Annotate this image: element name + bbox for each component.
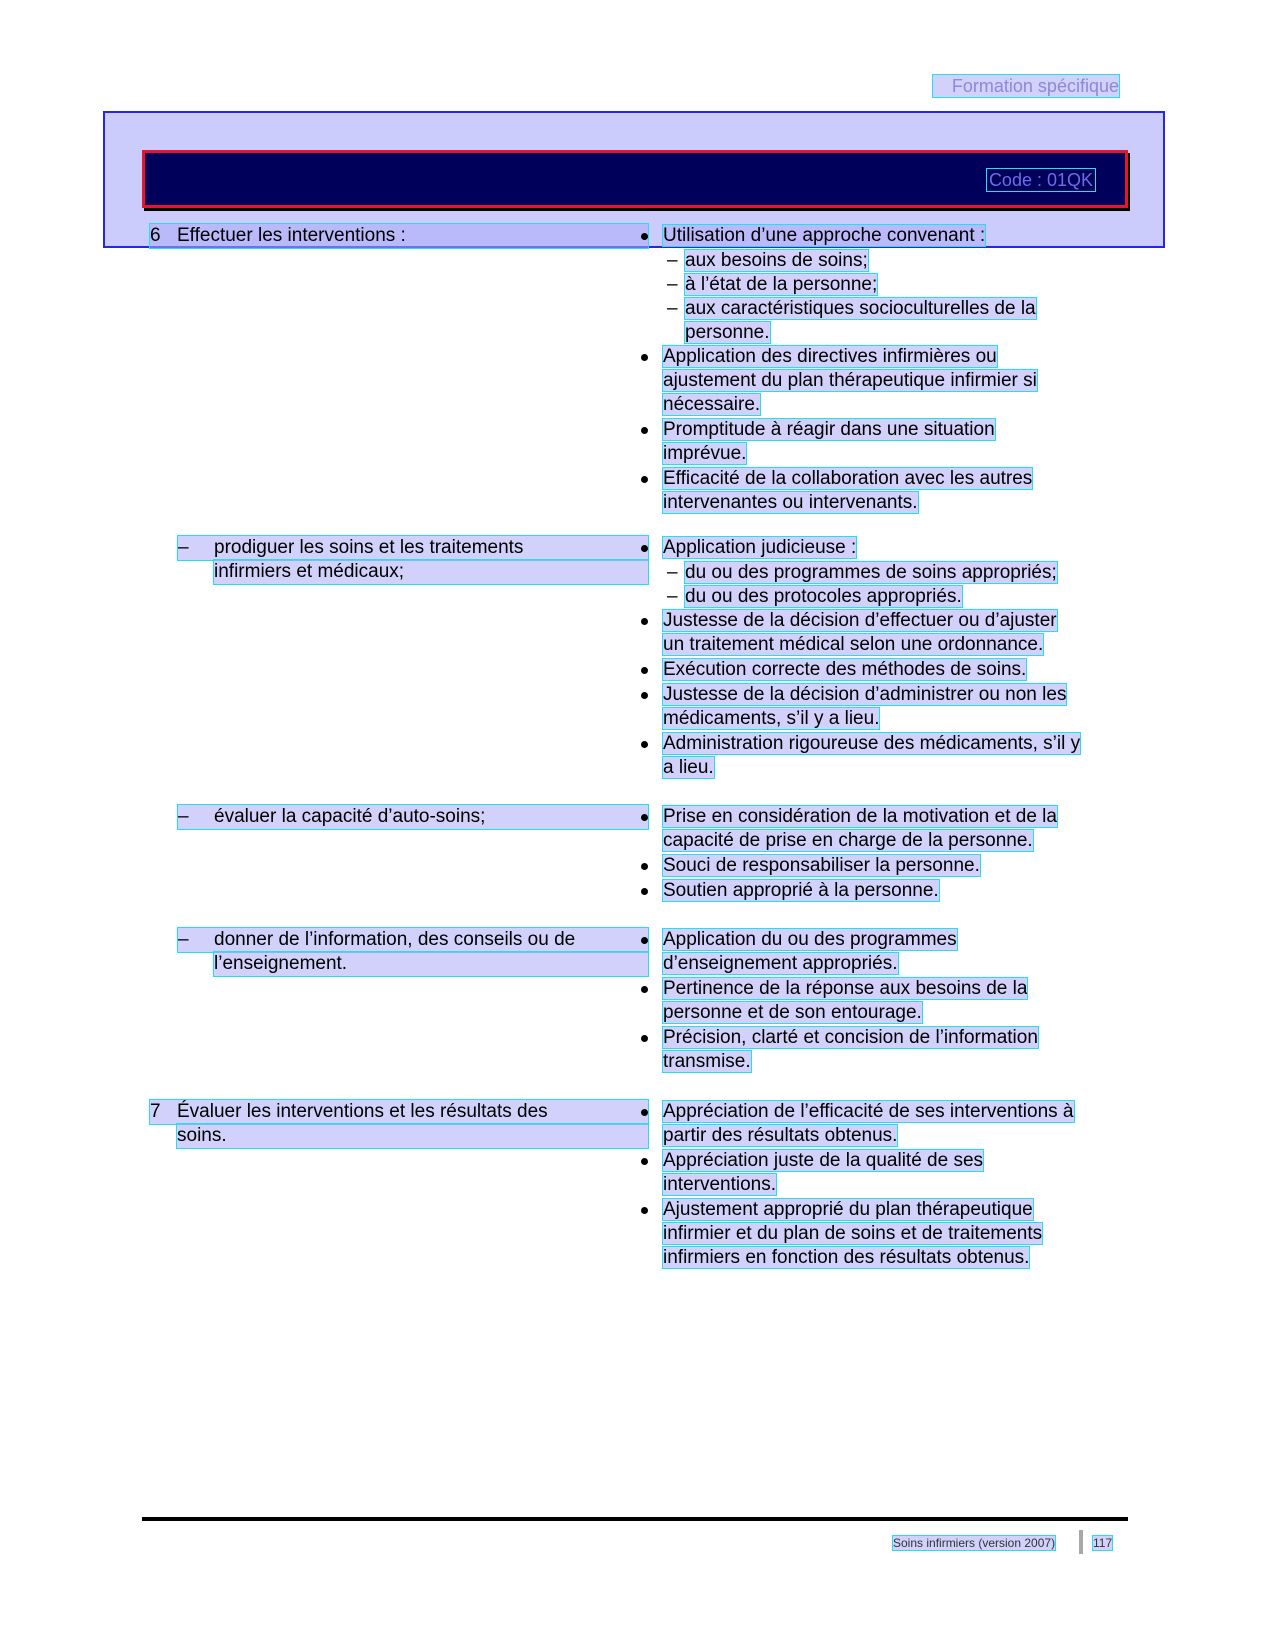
criterion-text: Pertinence de la réponse aux besoins de la [663,978,1028,999]
dash: – [667,298,678,319]
dash: – [178,806,189,827]
item-number: 6 [150,225,161,246]
bullet-icon [641,545,648,552]
criterion-text: Application des directives infirmières ou [663,346,997,367]
criterion [641,1149,1121,1197]
bullet-icon [641,986,648,993]
criterion [641,658,1121,682]
criterion [641,1100,1121,1148]
program-code: Code : 01QK [988,170,1093,190]
footer-doc-title: Soins infirmiers (version 2007) [893,1536,1056,1550]
criterion [641,928,1121,976]
criterion-text: nécessaire. [663,394,761,415]
criterion [641,345,1121,417]
criterion-text: Appréciation juste de la qualité de ses [663,1150,984,1171]
sub-line: l’enseignement. [214,953,348,974]
criterion-text: Application du ou des programmes [663,929,957,950]
criterion [641,467,1121,515]
sub-criterion [641,273,1121,297]
criterion-text: capacité de prise en charge de la personne. [663,830,1033,851]
sub-line: prodiguer les soins et les traitements [214,537,524,558]
criterion-text: interventions. [663,1174,777,1195]
dash: – [178,537,189,558]
sub-text: aux caractéristiques socioculturelles de la [685,298,1036,319]
left-item-7 [150,1100,648,1148]
bullet-icon [641,1158,648,1165]
criteria-group-2 [641,536,1121,781]
left-sub-donner [178,928,648,976]
sub-line: évaluer la capacité d’auto-soins; [214,806,486,827]
criterion-text: médicaments, s’il y a lieu. [663,708,880,729]
bullet-icon [641,667,648,674]
bullet-icon [641,692,648,699]
criterion-text: transmise. [663,1051,751,1072]
criterion [641,879,1121,903]
criterion-text: infirmier et du plan de soins et de traitements [663,1223,1043,1244]
sub-criterion [641,585,1121,609]
item-label: Effectuer les interventions : [177,225,406,246]
criterion-text: Application judicieuse : [663,537,857,558]
criterion [641,977,1121,1025]
criterion-text: Promptitude à réagir dans une situation [663,419,995,440]
sub-text: personne. [685,322,770,343]
criterion [641,1026,1121,1074]
sub-criterion [641,249,1121,273]
bullet-icon [641,618,648,625]
sub-criterion [641,561,1121,585]
criterion-text: Appréciation de l’efficacité de ses interventions à [663,1101,1074,1122]
criterion-text: un traitement médical selon une ordonnance. [663,634,1044,655]
criterion [641,732,1121,780]
item-label: soins. [177,1125,227,1146]
bullet-icon [641,476,648,483]
criterion [641,418,1121,466]
criterion [641,536,1121,560]
criterion-text: Justesse de la décision d’effectuer ou d’ajuster [663,610,1057,631]
sub-line: infirmiers et médicaux; [214,561,405,582]
left-sub-evaluer [178,805,648,829]
page-number: 117 [1093,1536,1113,1550]
criterion-text: Soutien approprié à la personne. [663,880,939,901]
footer-rule [142,1517,1128,1521]
bullet-icon [641,233,648,240]
bullet-icon [641,863,648,870]
left-sub-prodiguer [178,536,648,584]
bullet-icon [641,354,648,361]
sub-criterion-cont [641,321,1121,345]
sub-criterion [641,297,1121,321]
section-title: Formation spécifique [933,75,1119,97]
sub-text: du ou des programmes de soins appropriés; [685,562,1057,583]
criterion-text: Prise en considération de la motivation et de la [663,806,1057,827]
criterion-text: Exécution correcte des méthodes de soins. [663,659,1027,680]
item-label: Évaluer les interventions et les résultats des [177,1101,548,1122]
dash: – [667,562,678,583]
sub-line: donner de l’information, des conseils ou de [214,929,576,950]
bullet-icon [641,937,648,944]
criterion [641,805,1121,853]
criteria-group-1 [641,224,1121,516]
bullet-icon [641,1109,648,1116]
dash: – [178,929,189,950]
left-item-6 [150,224,648,248]
sub-text: à l’état de la personne; [685,274,878,295]
criterion-text: partir des résultats obtenus. [663,1125,898,1146]
bullet-icon [641,814,648,821]
dash: – [667,586,678,607]
criterion-text: d’enseignement appropriés. [663,953,898,974]
criteria-group-4 [641,928,1121,1075]
criterion-text: Utilisation d’une approche convenant : [663,225,986,246]
criterion-text: ajustement du plan thérapeutique infirmier si [663,370,1037,391]
bullet-icon [641,427,648,434]
criterion-text: Souci de responsabiliser la personne. [663,855,980,876]
criterion-text: Précision, clarté et concision de l’information [663,1027,1038,1048]
dash: – [667,274,678,295]
criterion-text: infirmiers en fonction des résultats obtenus. [663,1247,1030,1268]
dash: – [667,250,678,271]
criterion [641,683,1121,731]
criterion-text: Administration rigoureuse des médicaments, s’il y [663,733,1081,754]
code-box [142,150,1128,208]
criterion [641,1198,1121,1270]
criterion-text: personne et de son entourage. [663,1002,922,1023]
criteria-group-5 [641,1100,1121,1271]
bullet-icon [641,1207,648,1214]
criteria-group-3 [641,805,1121,904]
criterion-text: Justesse de la décision d’administrer ou non les [663,684,1067,705]
criterion [641,609,1121,657]
criterion-text: imprévue. [663,443,747,464]
sub-text: aux besoins de soins; [685,250,868,271]
criterion-text: Ajustement approprié du plan thérapeutique [663,1199,1033,1220]
bullet-icon [641,888,648,895]
criterion [641,854,1121,878]
item-number: 7 [150,1101,161,1122]
criterion-text: intervenantes ou intervenants. [663,492,918,513]
bullet-icon [641,1035,648,1042]
footer-separator [1079,1530,1083,1554]
bullet-icon [641,741,648,748]
criterion-text: Efficacité de la collaboration avec les autres [663,468,1033,489]
criterion [641,224,1121,248]
criterion-text: a lieu. [663,757,714,778]
sub-text: du ou des protocoles appropriés. [685,586,962,607]
